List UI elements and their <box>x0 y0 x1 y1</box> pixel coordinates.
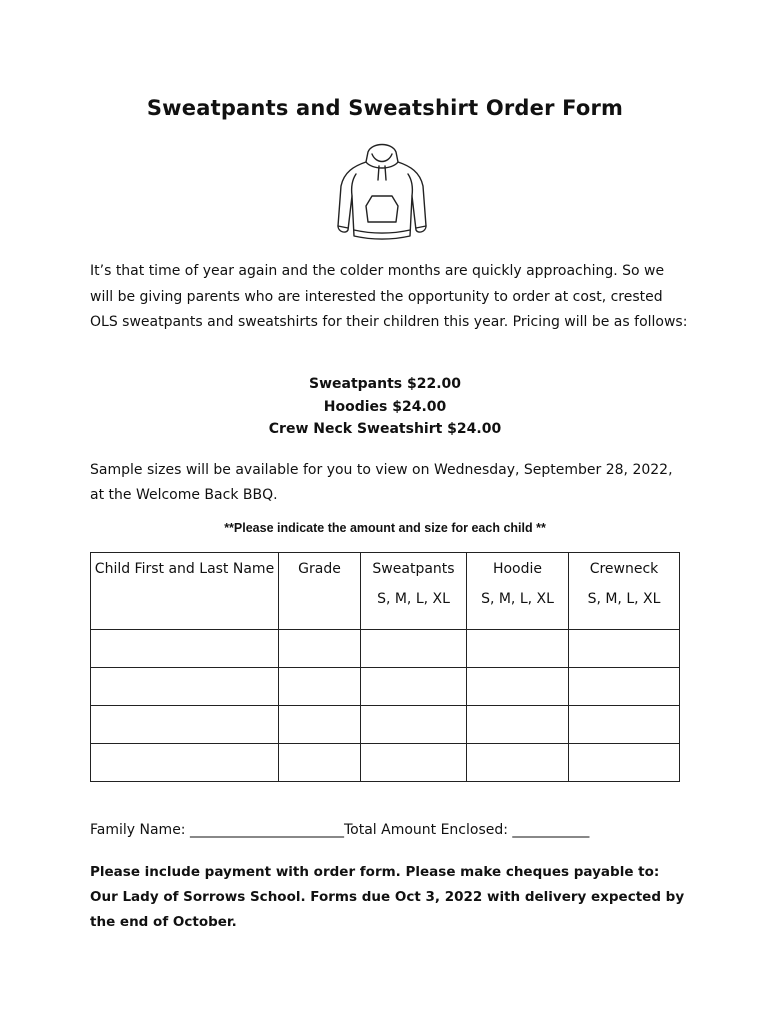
cell-hoodie[interactable] <box>467 668 569 706</box>
table-row <box>91 668 680 706</box>
header-sizes: S, M, L, XL <box>481 591 554 607</box>
cell-crewneck[interactable] <box>569 706 680 744</box>
price-hoodies: Hoodies $24.00 <box>323 398 447 415</box>
header-child-name <box>91 553 279 630</box>
intro-paragraph: It’s that time of year again and the colder months are quickly approaching. So we will be giving parents who are interested the opportunity to order at cost, crested OLS sweatpants and sweatshirts for their children this year. Pricing will be as follows: <box>90 263 688 330</box>
header-sweatpants <box>361 553 467 630</box>
cell-grade[interactable] <box>279 744 361 782</box>
price-sweatpants: Sweatpants $22.00 <box>308 376 461 392</box>
cell-child-name[interactable] <box>91 668 279 706</box>
header-label: Child First and Last Name <box>94 561 275 577</box>
header-hoodie <box>467 553 569 630</box>
cell-child-name[interactable] <box>91 744 279 782</box>
cell-grade[interactable] <box>279 706 361 744</box>
header-sizes: S, M, L, XL <box>377 591 450 607</box>
table-row <box>91 744 680 782</box>
family-name-line[interactable]: Family Name: ______________________Total Amount Enclosed: ___________ <box>90 822 590 838</box>
header-label: Sweatpants <box>372 561 455 577</box>
header-sizes: S, M, L, XL <box>587 591 661 607</box>
header-grade <box>279 553 361 630</box>
order-table <box>90 552 680 782</box>
cell-sweatpants[interactable] <box>361 668 467 706</box>
table-row <box>91 706 680 744</box>
header-label: Grade <box>298 561 341 577</box>
header-label: Crewneck <box>589 561 659 577</box>
table-row <box>91 630 680 668</box>
cell-crewneck[interactable] <box>569 630 680 668</box>
cell-sweatpants[interactable] <box>361 744 467 782</box>
header-label: Hoodie <box>492 561 543 577</box>
cell-crewneck[interactable] <box>569 744 680 782</box>
header-crewneck <box>569 553 680 630</box>
cell-grade[interactable] <box>279 630 361 668</box>
table-header-row <box>91 553 680 630</box>
page-title: Sweatpants and Sweatshirt Order Form <box>146 96 624 120</box>
hoodie-icon <box>332 140 432 248</box>
price-crew-neck: Crew Neck Sweatshirt $24.00 <box>268 421 502 437</box>
price-list <box>0 373 770 441</box>
cell-child-name[interactable] <box>91 706 279 744</box>
cell-sweatpants[interactable] <box>361 630 467 668</box>
cell-grade[interactable] <box>279 668 361 706</box>
cell-sweatpants[interactable] <box>361 706 467 744</box>
cell-hoodie[interactable] <box>467 630 569 668</box>
cell-crewneck[interactable] <box>569 668 680 706</box>
cell-hoodie[interactable] <box>467 706 569 744</box>
instruction-text: **Please indicate the amount and size for each child ** <box>224 521 546 535</box>
cell-child-name[interactable] <box>91 630 279 668</box>
sample-note: Sample sizes will be available for you to view on Wednesday, September 28, 2022, at the Welcome Back BBQ. <box>90 462 673 503</box>
payment-note: Please include payment with order form. Please make cheques payable to: Our Lady of Sorrows School. Forms due Oct 3, 2022 with delivery expected by the end of October. <box>90 864 685 930</box>
cell-hoodie[interactable] <box>467 744 569 782</box>
